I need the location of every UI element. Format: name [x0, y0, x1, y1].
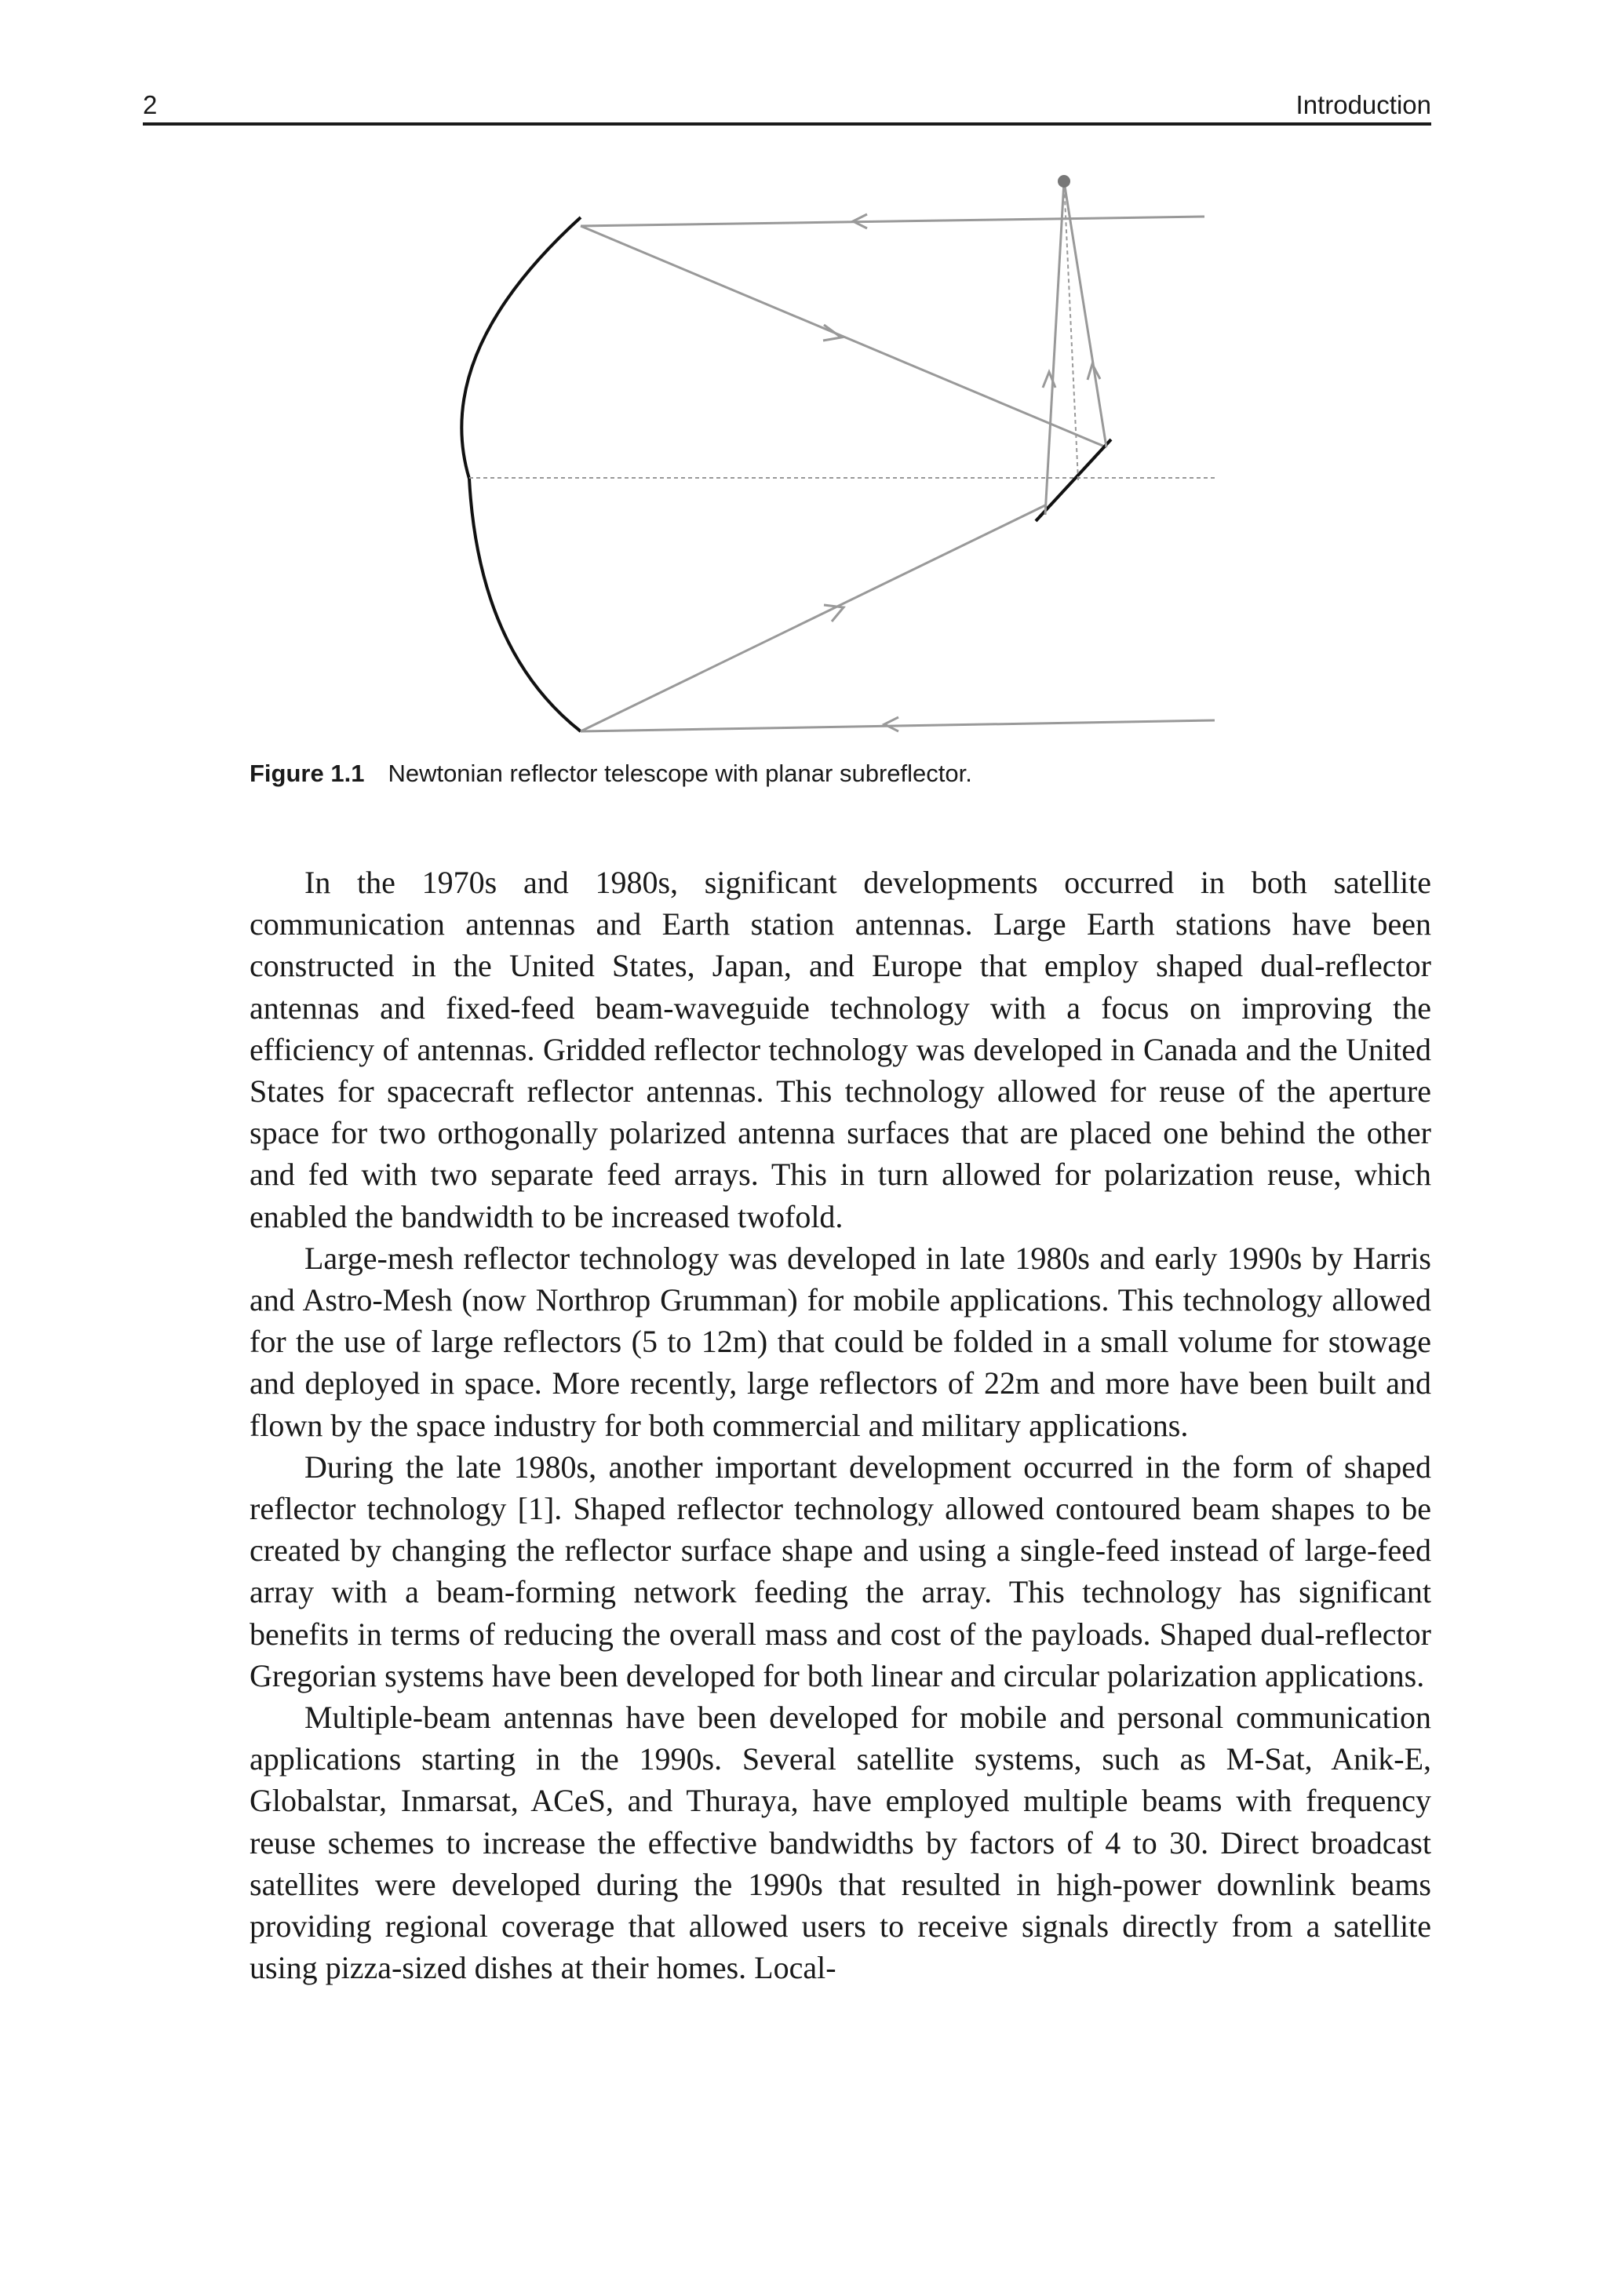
reflected-ray-bottom	[581, 505, 1045, 731]
paragraph: In the 1970s and 1980s, significant developments occurred in both satellite communication antennas and Earth station antennas. Large Earth stations have been constructed in the United States, Japan, and Europe that employ shaped dual-reflector antennas and fixed-feed beam-waveguide technology with a focus on improving the efficiency of antennas. Gridded reflector technology was developed in Canada and the United States for spacecraft reflector antennas. This technology allowed for reuse of the aperture space for two orthogonally polarized antenna surfaces that are placed one behind the other and fed with two separate feed arrays. This in turn allowed for polarization reuse, which enabled the bandwidth to be increased twofold.	[250, 865, 1431, 1234]
focal-point	[1058, 175, 1070, 188]
running-head: Introduction	[1295, 90, 1431, 119]
arrow-incoming-bottom	[884, 717, 898, 731]
newtonian-reflector-diagram	[424, 149, 1240, 761]
running-header	[143, 88, 1431, 126]
figure-label: Figure 1.1	[250, 760, 365, 787]
figure-diagram	[424, 149, 1240, 761]
paragraph: Large-mesh reflector technology was developed in late 1980s and early 1990s by Harris and Astro-Mesh (now Northrop Grumman) for mobile applications. This technology allowed for the use of large reflectors (5 to 12m) that could be folded in a small volume for stowage and deployed in space. More recently, large reflectors of 22m and more have been built and flown by the space industry for both commercial and military applications.	[250, 1240, 1431, 1443]
focus-ray-left	[1045, 181, 1064, 515]
incoming-ray-top	[581, 217, 1204, 226]
figure-caption-text: Newtonian reflector telescope with planar subreflector.	[388, 760, 972, 787]
body-text	[250, 862, 1431, 1988]
primary-reflector	[461, 217, 581, 731]
figure-caption	[250, 756, 1427, 791]
paragraph: During the late 1980s, another important development occurred in the form of shaped reflector technology [1]. Shaped reflector technology allowed contoured beam shapes to be created by changing the reflector surface shape and using a single-feed instead of large-feed array with a beam-forming network feeding the array. This technology has significant benefits in terms of reducing the overall mass and cost of the payloads. Shaped dual-reflector Gregorian systems have been developed for both linear and circular polarization applications.	[250, 1449, 1431, 1693]
page-number: 2	[143, 90, 158, 119]
reflected-ray-top	[581, 226, 1106, 447]
paragraph: Multiple-beam antennas have been developed for mobile and personal communication applications starting in the 1990s. Several satellite systems, such as M-Sat, Anik-E, Globalstar, Inmarsat, ACeS, and Thuraya, have employed multiple beams with frequency reuse schemes to increase the effective bandwidths by factors of 4 to 30. Direct broadcast satellites were developed during the 1990s that resulted in high-power downlink beams providing regional coverage that allowed users to receive signals directly from a satellite using pizza-sized dishes at their homes. Local-	[250, 1700, 1431, 1986]
